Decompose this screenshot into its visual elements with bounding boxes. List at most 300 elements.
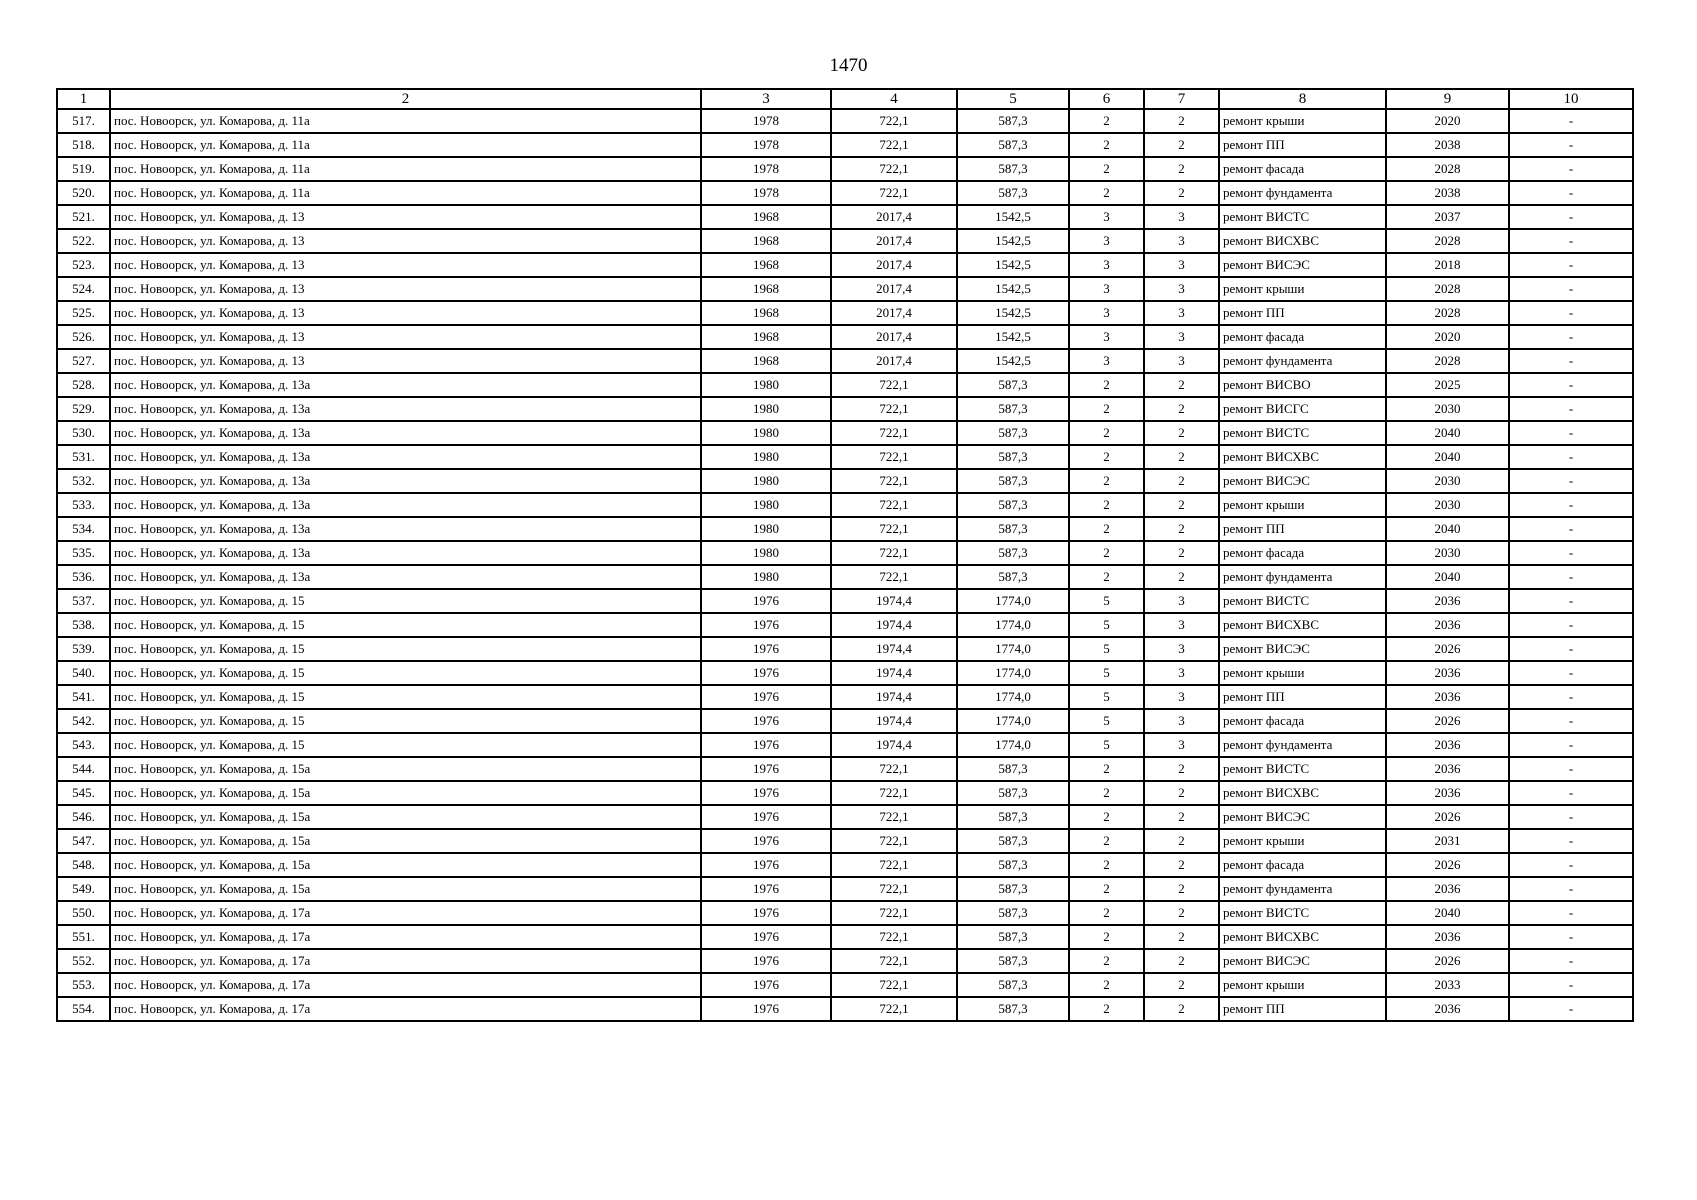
cell-year-built: 1976 [701, 661, 831, 685]
cell-work-type: ремонт фундамента [1219, 733, 1386, 757]
cell-floors: 2 [1069, 373, 1144, 397]
table-row [57, 733, 1633, 757]
cell-note: - [1509, 997, 1633, 1021]
cell-row-number: 537. [57, 589, 110, 613]
cell-total-area: 2017,4 [831, 229, 957, 253]
cell-floors: 2 [1069, 757, 1144, 781]
cell-living-area: 587,3 [957, 133, 1069, 157]
cell-note: - [1509, 421, 1633, 445]
cell-address: пос. Новоорск, ул. Комарова, д. 13 [110, 325, 701, 349]
cell-planned-year: 2036 [1386, 733, 1509, 757]
cell-floors: 2 [1069, 109, 1144, 133]
cell-address: пос. Новоорск, ул. Комарова, д. 11а [110, 133, 701, 157]
cell-row-number: 521. [57, 205, 110, 229]
table-row [57, 997, 1633, 1021]
cell-note: - [1509, 661, 1633, 685]
cell-planned-year: 2040 [1386, 565, 1509, 589]
table-row [57, 901, 1633, 925]
cell-entrances: 2 [1144, 445, 1219, 469]
cell-planned-year: 2036 [1386, 661, 1509, 685]
cell-note: - [1509, 637, 1633, 661]
cell-work-type: ремонт крыши [1219, 109, 1386, 133]
cell-year-built: 1976 [701, 757, 831, 781]
cell-year-built: 1976 [701, 973, 831, 997]
cell-total-area: 722,1 [831, 925, 957, 949]
cell-entrances: 3 [1144, 637, 1219, 661]
cell-living-area: 1774,0 [957, 709, 1069, 733]
cell-address: пос. Новоорск, ул. Комарова, д. 17а [110, 973, 701, 997]
cell-year-built: 1978 [701, 181, 831, 205]
cell-work-type: ремонт ВИСТС [1219, 589, 1386, 613]
cell-total-area: 722,1 [831, 109, 957, 133]
cell-work-type: ремонт ВИСВО [1219, 373, 1386, 397]
cell-entrances: 3 [1144, 709, 1219, 733]
cell-total-area: 1974,4 [831, 685, 957, 709]
cell-total-area: 722,1 [831, 421, 957, 445]
cell-floors: 2 [1069, 493, 1144, 517]
cell-work-type: ремонт фундамента [1219, 349, 1386, 373]
cell-living-area: 1774,0 [957, 613, 1069, 637]
cell-work-type: ремонт ВИСГС [1219, 397, 1386, 421]
cell-entrances: 3 [1144, 733, 1219, 757]
cell-work-type: ремонт ПП [1219, 997, 1386, 1021]
table-row [57, 661, 1633, 685]
cell-floors: 3 [1069, 301, 1144, 325]
cell-entrances: 2 [1144, 373, 1219, 397]
cell-living-area: 1774,0 [957, 589, 1069, 613]
cell-entrances: 2 [1144, 973, 1219, 997]
cell-living-area: 587,3 [957, 445, 1069, 469]
cell-work-type: ремонт крыши [1219, 493, 1386, 517]
cell-total-area: 722,1 [831, 133, 957, 157]
cell-note: - [1509, 157, 1633, 181]
cell-address: пос. Новоорск, ул. Комарова, д. 11а [110, 109, 701, 133]
cell-work-type: ремонт ВИСТС [1219, 757, 1386, 781]
cell-address: пос. Новоорск, ул. Комарова, д. 13а [110, 373, 701, 397]
cell-floors: 5 [1069, 733, 1144, 757]
cell-note: - [1509, 805, 1633, 829]
cell-note: - [1509, 109, 1633, 133]
cell-planned-year: 2026 [1386, 637, 1509, 661]
table-row [57, 373, 1633, 397]
table-row [57, 445, 1633, 469]
cell-entrances: 2 [1144, 925, 1219, 949]
cell-address: пос. Новоорск, ул. Комарова, д. 13а [110, 421, 701, 445]
cell-note: - [1509, 205, 1633, 229]
cell-note: - [1509, 925, 1633, 949]
cell-entrances: 3 [1144, 685, 1219, 709]
cell-floors: 3 [1069, 277, 1144, 301]
cell-living-area: 1542,5 [957, 277, 1069, 301]
cell-note: - [1509, 301, 1633, 325]
cell-living-area: 1542,5 [957, 349, 1069, 373]
cell-work-type: ремонт фасада [1219, 709, 1386, 733]
cell-living-area: 1542,5 [957, 205, 1069, 229]
cell-floors: 5 [1069, 661, 1144, 685]
cell-year-built: 1976 [701, 637, 831, 661]
table-row [57, 685, 1633, 709]
cell-address: пос. Новоорск, ул. Комарова, д. 15а [110, 877, 701, 901]
cell-row-number: 550. [57, 901, 110, 925]
cell-living-area: 587,3 [957, 157, 1069, 181]
cell-note: - [1509, 133, 1633, 157]
cell-work-type: ремонт ВИСТС [1219, 901, 1386, 925]
cell-address: пос. Новоорск, ул. Комарова, д. 17а [110, 949, 701, 973]
cell-planned-year: 2030 [1386, 493, 1509, 517]
table-row [57, 493, 1633, 517]
cell-entrances: 2 [1144, 133, 1219, 157]
cell-floors: 5 [1069, 637, 1144, 661]
cell-living-area: 1542,5 [957, 229, 1069, 253]
cell-entrances: 2 [1144, 853, 1219, 877]
cell-row-number: 539. [57, 637, 110, 661]
cell-floors: 5 [1069, 709, 1144, 733]
table-row [57, 517, 1633, 541]
table-row [57, 109, 1633, 133]
cell-planned-year: 2033 [1386, 973, 1509, 997]
cell-row-number: 517. [57, 109, 110, 133]
cell-note: - [1509, 877, 1633, 901]
cell-row-number: 518. [57, 133, 110, 157]
cell-year-built: 1980 [701, 517, 831, 541]
cell-total-area: 722,1 [831, 853, 957, 877]
cell-floors: 2 [1069, 517, 1144, 541]
column-header-8: 8 [1219, 89, 1386, 109]
cell-planned-year: 2026 [1386, 805, 1509, 829]
cell-total-area: 722,1 [831, 757, 957, 781]
cell-year-built: 1968 [701, 229, 831, 253]
cell-planned-year: 2037 [1386, 205, 1509, 229]
table-row [57, 133, 1633, 157]
cell-note: - [1509, 229, 1633, 253]
cell-floors: 2 [1069, 397, 1144, 421]
cell-address: пос. Новоорск, ул. Комарова, д. 17а [110, 997, 701, 1021]
cell-entrances: 2 [1144, 493, 1219, 517]
column-header-3: 3 [701, 89, 831, 109]
cell-year-built: 1976 [701, 781, 831, 805]
cell-address: пос. Новоорск, ул. Комарова, д. 15 [110, 709, 701, 733]
table-body [57, 109, 1633, 1021]
cell-address: пос. Новоорск, ул. Комарова, д. 15а [110, 781, 701, 805]
column-header-2: 2 [110, 89, 701, 109]
cell-planned-year: 2036 [1386, 781, 1509, 805]
cell-floors: 2 [1069, 157, 1144, 181]
table-row [57, 157, 1633, 181]
column-header-10: 10 [1509, 89, 1633, 109]
cell-note: - [1509, 565, 1633, 589]
table-row [57, 853, 1633, 877]
cell-floors: 2 [1069, 781, 1144, 805]
cell-total-area: 1974,4 [831, 709, 957, 733]
cell-floors: 2 [1069, 805, 1144, 829]
cell-planned-year: 2030 [1386, 541, 1509, 565]
cell-planned-year: 2028 [1386, 301, 1509, 325]
cell-row-number: 535. [57, 541, 110, 565]
cell-year-built: 1980 [701, 469, 831, 493]
cell-row-number: 541. [57, 685, 110, 709]
cell-planned-year: 2036 [1386, 589, 1509, 613]
cell-address: пос. Новоорск, ул. Комарова, д. 13 [110, 277, 701, 301]
cell-planned-year: 2026 [1386, 853, 1509, 877]
cell-planned-year: 2028 [1386, 157, 1509, 181]
cell-work-type: ремонт ВИСХВС [1219, 613, 1386, 637]
cell-planned-year: 2040 [1386, 517, 1509, 541]
cell-year-built: 1968 [701, 277, 831, 301]
cell-work-type: ремонт крыши [1219, 277, 1386, 301]
cell-planned-year: 2026 [1386, 949, 1509, 973]
cell-year-built: 1976 [701, 853, 831, 877]
cell-floors: 2 [1069, 997, 1144, 1021]
table-row [57, 229, 1633, 253]
column-header-1: 1 [57, 89, 110, 109]
cell-year-built: 1968 [701, 325, 831, 349]
cell-floors: 3 [1069, 253, 1144, 277]
cell-floors: 2 [1069, 421, 1144, 445]
cell-planned-year: 2040 [1386, 901, 1509, 925]
cell-row-number: 552. [57, 949, 110, 973]
table-row [57, 301, 1633, 325]
cell-note: - [1509, 445, 1633, 469]
cell-address: пос. Новоорск, ул. Комарова, д. 11а [110, 157, 701, 181]
cell-floors: 2 [1069, 949, 1144, 973]
cell-row-number: 544. [57, 757, 110, 781]
cell-address: пос. Новоорск, ул. Комарова, д. 15 [110, 637, 701, 661]
cell-year-built: 1976 [701, 589, 831, 613]
cell-year-built: 1978 [701, 157, 831, 181]
cell-living-area: 1774,0 [957, 733, 1069, 757]
cell-note: - [1509, 733, 1633, 757]
cell-row-number: 551. [57, 925, 110, 949]
table-row [57, 589, 1633, 613]
cell-year-built: 1968 [701, 301, 831, 325]
cell-planned-year: 2026 [1386, 709, 1509, 733]
cell-row-number: 527. [57, 349, 110, 373]
cell-living-area: 587,3 [957, 853, 1069, 877]
cell-address: пос. Новоорск, ул. Комарова, д. 15а [110, 829, 701, 853]
cell-living-area: 1774,0 [957, 637, 1069, 661]
cell-note: - [1509, 949, 1633, 973]
cell-year-built: 1980 [701, 445, 831, 469]
cell-year-built: 1968 [701, 349, 831, 373]
cell-note: - [1509, 757, 1633, 781]
cell-row-number: 548. [57, 853, 110, 877]
table-row [57, 877, 1633, 901]
cell-address: пос. Новоорск, ул. Комарова, д. 15 [110, 613, 701, 637]
cell-planned-year: 2040 [1386, 421, 1509, 445]
cell-year-built: 1980 [701, 541, 831, 565]
table-row [57, 565, 1633, 589]
cell-row-number: 547. [57, 829, 110, 853]
cell-year-built: 1976 [701, 997, 831, 1021]
cell-work-type: ремонт ВИСХВС [1219, 229, 1386, 253]
table-row [57, 709, 1633, 733]
cell-note: - [1509, 589, 1633, 613]
cell-work-type: ремонт ВИСЭС [1219, 805, 1386, 829]
cell-planned-year: 2036 [1386, 757, 1509, 781]
cell-work-type: ремонт ПП [1219, 133, 1386, 157]
cell-entrances: 3 [1144, 229, 1219, 253]
cell-year-built: 1978 [701, 133, 831, 157]
cell-address: пос. Новоорск, ул. Комарова, д. 13 [110, 349, 701, 373]
cell-entrances: 3 [1144, 205, 1219, 229]
cell-entrances: 2 [1144, 757, 1219, 781]
cell-floors: 2 [1069, 181, 1144, 205]
cell-row-number: 538. [57, 613, 110, 637]
cell-address: пос. Новоорск, ул. Комарова, д. 11а [110, 181, 701, 205]
cell-total-area: 722,1 [831, 541, 957, 565]
cell-living-area: 1542,5 [957, 301, 1069, 325]
cell-planned-year: 2040 [1386, 445, 1509, 469]
cell-floors: 5 [1069, 589, 1144, 613]
table-row [57, 325, 1633, 349]
cell-total-area: 722,1 [831, 469, 957, 493]
cell-work-type: ремонт ПП [1219, 685, 1386, 709]
cell-year-built: 1976 [701, 901, 831, 925]
cell-year-built: 1976 [701, 613, 831, 637]
cell-living-area: 1774,0 [957, 685, 1069, 709]
cell-work-type: ремонт ВИСЭС [1219, 949, 1386, 973]
table-row [57, 541, 1633, 565]
cell-note: - [1509, 277, 1633, 301]
cell-note: - [1509, 253, 1633, 277]
table-row [57, 805, 1633, 829]
cell-entrances: 3 [1144, 325, 1219, 349]
cell-total-area: 722,1 [831, 805, 957, 829]
cell-total-area: 722,1 [831, 181, 957, 205]
cell-floors: 2 [1069, 829, 1144, 853]
cell-entrances: 3 [1144, 277, 1219, 301]
cell-total-area: 722,1 [831, 949, 957, 973]
cell-floors: 2 [1069, 445, 1144, 469]
cell-address: пос. Новоорск, ул. Комарова, д. 15а [110, 853, 701, 877]
cell-address: пос. Новоорск, ул. Комарова, д. 13 [110, 253, 701, 277]
cell-year-built: 1976 [701, 829, 831, 853]
cell-entrances: 2 [1144, 421, 1219, 445]
cell-row-number: 532. [57, 469, 110, 493]
cell-planned-year: 2036 [1386, 997, 1509, 1021]
cell-address: пос. Новоорск, ул. Комарова, д. 17а [110, 925, 701, 949]
cell-total-area: 1974,4 [831, 637, 957, 661]
cell-work-type: ремонт ВИСХВС [1219, 781, 1386, 805]
table-row [57, 277, 1633, 301]
cell-living-area: 587,3 [957, 877, 1069, 901]
cell-floors: 2 [1069, 133, 1144, 157]
cell-note: - [1509, 853, 1633, 877]
cell-row-number: 523. [57, 253, 110, 277]
cell-note: - [1509, 829, 1633, 853]
cell-entrances: 2 [1144, 517, 1219, 541]
cell-note: - [1509, 469, 1633, 493]
cell-planned-year: 2028 [1386, 229, 1509, 253]
cell-planned-year: 2036 [1386, 613, 1509, 637]
cell-year-built: 1976 [701, 709, 831, 733]
cell-floors: 3 [1069, 205, 1144, 229]
cell-entrances: 2 [1144, 181, 1219, 205]
cell-note: - [1509, 709, 1633, 733]
cell-year-built: 1980 [701, 373, 831, 397]
cell-row-number: 529. [57, 397, 110, 421]
cell-entrances: 2 [1144, 397, 1219, 421]
cell-total-area: 1974,4 [831, 733, 957, 757]
cell-floors: 3 [1069, 325, 1144, 349]
cell-entrances: 3 [1144, 589, 1219, 613]
cell-work-type: ремонт фасада [1219, 325, 1386, 349]
cell-total-area: 1974,4 [831, 589, 957, 613]
cell-row-number: 519. [57, 157, 110, 181]
cell-entrances: 3 [1144, 661, 1219, 685]
column-header-7: 7 [1144, 89, 1219, 109]
cell-year-built: 1980 [701, 397, 831, 421]
cell-row-number: 549. [57, 877, 110, 901]
cell-floors: 3 [1069, 349, 1144, 373]
cell-note: - [1509, 181, 1633, 205]
cell-work-type: ремонт крыши [1219, 829, 1386, 853]
column-header-5: 5 [957, 89, 1069, 109]
cell-living-area: 587,3 [957, 181, 1069, 205]
cell-work-type: ремонт фасада [1219, 157, 1386, 181]
column-header-9: 9 [1386, 89, 1509, 109]
cell-living-area: 1542,5 [957, 253, 1069, 277]
cell-floors: 2 [1069, 853, 1144, 877]
cell-total-area: 2017,4 [831, 325, 957, 349]
cell-address: пос. Новоорск, ул. Комарова, д. 13а [110, 397, 701, 421]
cell-address: пос. Новоорск, ул. Комарова, д. 13а [110, 445, 701, 469]
cell-address: пос. Новоорск, ул. Комарова, д. 13 [110, 301, 701, 325]
cell-row-number: 528. [57, 373, 110, 397]
cell-total-area: 2017,4 [831, 349, 957, 373]
cell-year-built: 1980 [701, 493, 831, 517]
cell-year-built: 1980 [701, 421, 831, 445]
cell-address: пос. Новоорск, ул. Комарова, д. 15а [110, 805, 701, 829]
cell-floors: 2 [1069, 877, 1144, 901]
cell-address: пос. Новоорск, ул. Комарова, д. 13а [110, 493, 701, 517]
cell-note: - [1509, 373, 1633, 397]
cell-entrances: 3 [1144, 349, 1219, 373]
cell-total-area: 722,1 [831, 781, 957, 805]
cell-work-type: ремонт крыши [1219, 973, 1386, 997]
cell-entrances: 2 [1144, 781, 1219, 805]
cell-work-type: ремонт фасада [1219, 541, 1386, 565]
cell-work-type: ремонт ВИСХВС [1219, 925, 1386, 949]
column-header-4: 4 [831, 89, 957, 109]
cell-year-built: 1976 [701, 685, 831, 709]
table-row [57, 181, 1633, 205]
cell-note: - [1509, 349, 1633, 373]
cell-living-area: 587,3 [957, 565, 1069, 589]
cell-total-area: 722,1 [831, 997, 957, 1021]
cell-row-number: 534. [57, 517, 110, 541]
cell-year-built: 1978 [701, 109, 831, 133]
cell-address: пос. Новоорск, ул. Комарова, д. 13 [110, 229, 701, 253]
cell-work-type: ремонт ПП [1219, 517, 1386, 541]
cell-address: пос. Новоорск, ул. Комарова, д. 15а [110, 757, 701, 781]
cell-entrances: 2 [1144, 805, 1219, 829]
cell-row-number: 525. [57, 301, 110, 325]
cell-entrances: 2 [1144, 997, 1219, 1021]
cell-year-built: 1980 [701, 565, 831, 589]
table-row [57, 757, 1633, 781]
table-row [57, 949, 1633, 973]
table-header [57, 89, 1633, 109]
cell-floors: 2 [1069, 565, 1144, 589]
cell-address: пос. Новоорск, ул. Комарова, д. 15 [110, 661, 701, 685]
cell-living-area: 587,3 [957, 781, 1069, 805]
cell-row-number: 536. [57, 565, 110, 589]
cell-work-type: ремонт ВИСТС [1219, 205, 1386, 229]
cell-living-area: 587,3 [957, 901, 1069, 925]
cell-work-type: ремонт ВИСТС [1219, 421, 1386, 445]
cell-planned-year: 2020 [1386, 325, 1509, 349]
